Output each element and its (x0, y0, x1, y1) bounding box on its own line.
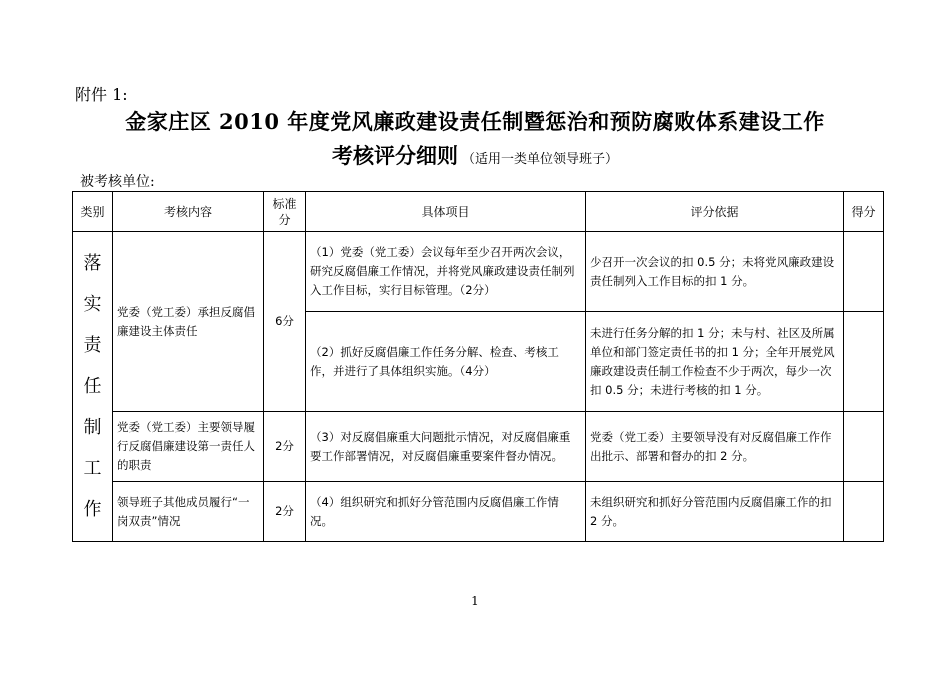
title-note: （适用一类单位领导班子） (461, 152, 618, 167)
item-cell: （4）组织研究和抓好分管范围内反腐倡廉工作情况。 (306, 482, 586, 542)
basis-cell: 党委（党工委）主要领导没有对反腐倡廉工作作出批示、部署和督办的扣 2 分。 (586, 412, 844, 482)
basis-cell: 未组织研究和抓好分管范围内反腐倡廉工作的扣 2 分。 (586, 482, 844, 542)
table-row (73, 232, 884, 312)
category-char: 制 (83, 417, 102, 438)
standard-score-cell: 2分 (264, 412, 306, 482)
score-cell[interactable] (844, 482, 884, 542)
header-standard-score (264, 192, 306, 232)
header-basis: 评分依据 (586, 192, 844, 232)
category-char: 作 (83, 499, 102, 520)
basis-cell: 未进行任务分解的扣 1 分；未与村、社区及所属单位和部门签定责任书的扣 1 分；全年开展党风廉政建设责任制工作检查不少于两次，每少一次扣 0.5 分；未进行考核的扣 1 分。 (586, 312, 844, 412)
table-row (73, 412, 884, 482)
standard-score-cell: 6分 (264, 232, 306, 412)
item-cell: （2）抓好反腐倡廉工作任务分解、检查、考核工作，并进行了具体组织实施。（4分） (306, 312, 586, 412)
category-char: 落 (83, 253, 102, 274)
basis-cell: 少召开一次会议的扣 0.5 分；未将党风廉政建设责任制列入工作目标的扣 1 分。 (586, 232, 844, 312)
title-line2: 考核评分细则 (331, 143, 458, 168)
item-cell: （3）对反腐倡廉重大问题批示情况，对反腐倡廉重要工作部署情况，对反腐倡廉重要案件督办情况。 (306, 412, 586, 482)
attachment-label: 附件 1: (75, 85, 128, 104)
page-number: 1 (471, 594, 479, 608)
header-standard-score-line2: 分 (278, 212, 291, 227)
content-cell: 党委（党工委）主要领导履行反腐倡廉建设第一责任人的职责 (113, 412, 264, 482)
header-content: 考核内容 (113, 192, 264, 232)
document-title: 金家庄区 2010 年度党风廉政建设责任制暨惩治和预防腐败体系建设工作 (125, 109, 825, 134)
score-cell[interactable] (844, 232, 884, 312)
header-score: 得分 (844, 192, 884, 232)
score-cell[interactable] (844, 312, 884, 412)
table-row (73, 482, 884, 542)
standard-score-cell: 2分 (264, 482, 306, 542)
category-cell (73, 232, 113, 542)
evaluated-unit-label: 被考核单位: (80, 174, 155, 190)
category-char: 责 (83, 335, 102, 356)
header-items: 具体项目 (306, 192, 586, 232)
content-cell: 党委（党工委）承担反腐倡廉建设主体责任 (113, 232, 264, 412)
document-subtitle (0, 140, 950, 170)
category-char: 工 (83, 458, 102, 479)
category-char: 实 (83, 294, 102, 315)
content-cell: 领导班子其他成员履行“一岗双责”情况 (113, 482, 264, 542)
score-cell[interactable] (844, 412, 884, 482)
category-char: 任 (83, 376, 102, 397)
header-row (73, 192, 884, 232)
item-cell: （1）党委（党工委）会议每年至少召开两次会议，研究反腐倡廉工作情况，并将党风廉政建设责任制列入工作目标，实行目标管理。（2分） (306, 232, 586, 312)
scoring-table (72, 191, 884, 542)
header-category: 类别 (73, 192, 113, 232)
header-standard-score-line1: 标准 (272, 196, 297, 211)
